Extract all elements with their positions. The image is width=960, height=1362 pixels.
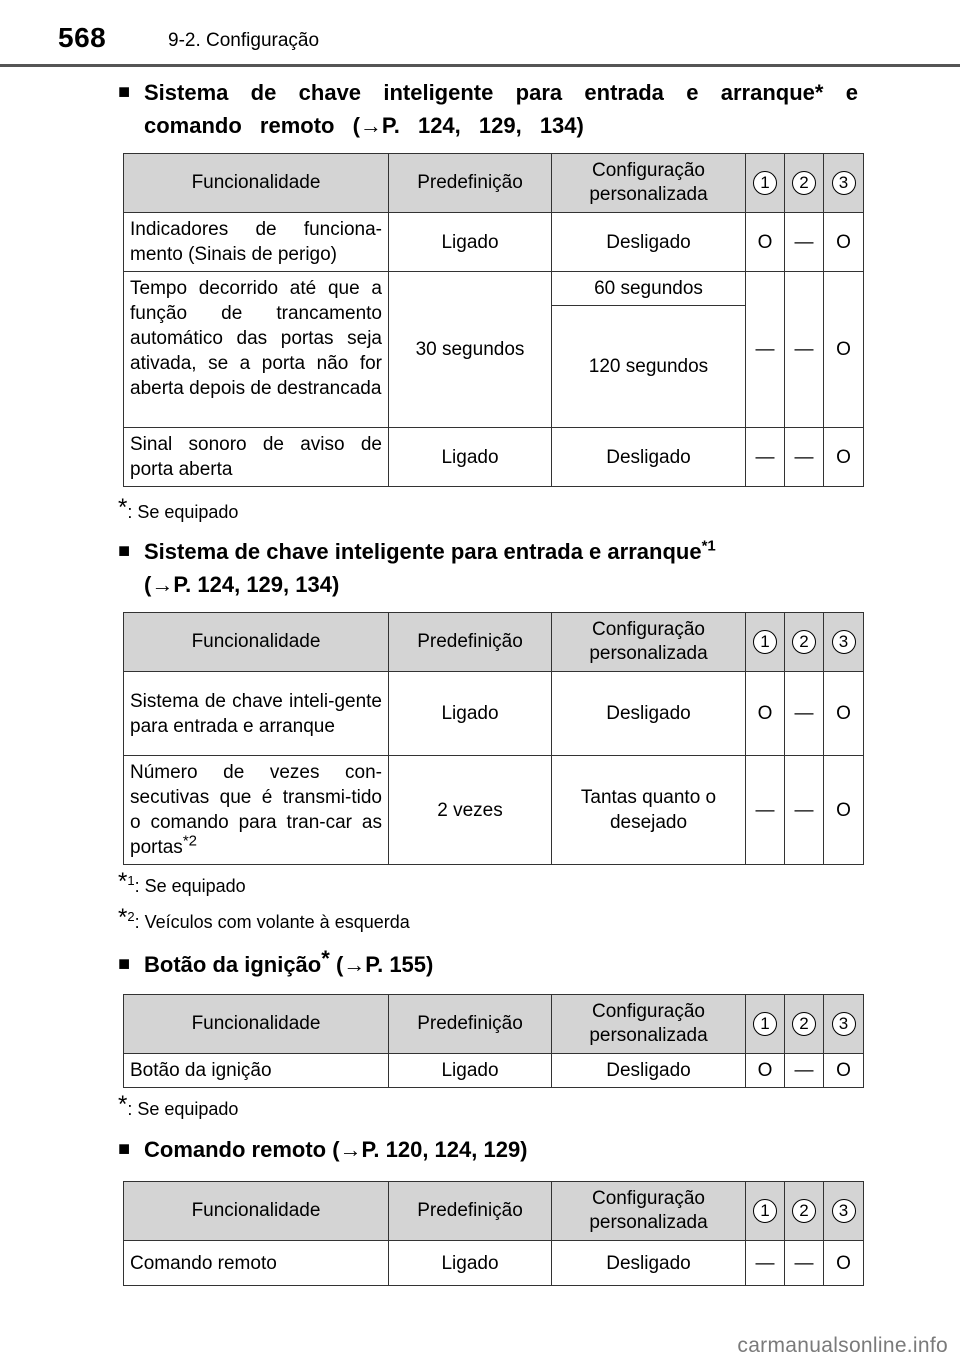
circled-2-icon: 2 (792, 1012, 816, 1036)
table-header-row (124, 613, 864, 672)
c3-cell: O (824, 428, 864, 487)
func-cell: Comando remoto (124, 1241, 389, 1286)
col-configuracao: Configuração personalizada (552, 613, 746, 672)
circled-1-icon: 1 (753, 1012, 777, 1036)
section-1-table (123, 153, 864, 487)
section-2-title-text: Sistema de chave inteligente para entrada e arranque (144, 539, 702, 564)
section-4-table (123, 1181, 864, 1286)
section-3-table (123, 994, 864, 1088)
page-header (0, 0, 960, 70)
section-2-table (123, 612, 864, 865)
func-cell: Botão da ignição (124, 1054, 389, 1088)
circled-1-icon: 1 (753, 630, 777, 654)
col-predefinicao: Predefinição (389, 154, 552, 213)
page-number: 568 (58, 22, 107, 53)
pre-cell: Ligado (389, 1241, 552, 1286)
footnote-marker: *1 (701, 537, 716, 555)
c3-cell: O (824, 1241, 864, 1286)
section-4-title-text: Comando remoto (→P. 120, 124, 129) (144, 1137, 528, 1162)
col-funcionalidade: Funcionalidade (124, 1182, 389, 1241)
func-cell: Número de vezes con-secutivas que é transmi-tido o comando para tran-car as portas$^{*2}$ (124, 756, 389, 865)
c1-cell: O (746, 672, 785, 756)
c1-cell: — (746, 428, 785, 487)
asterisk-icon: * (118, 494, 128, 521)
circled-3-icon: 3 (832, 1012, 856, 1036)
circled-1-icon: 1 (753, 1199, 777, 1223)
section-3-footnote: *: Se equipado (118, 1091, 239, 1119)
chapter-title: 9-2. Configuração (168, 30, 320, 51)
section-2-footnote-1: *$^1$: Se equipado (118, 868, 246, 896)
cfg-cell: Desligado (552, 672, 746, 756)
func-cell: Sinal sonoro de aviso de porta aberta (124, 428, 389, 487)
asterisk-icon: * (118, 904, 128, 931)
col-predefinicao: Predefinição (389, 613, 552, 672)
square-bullet-icon: ■ (118, 953, 131, 975)
table-row (124, 1054, 864, 1088)
pre-cell: Ligado (389, 672, 552, 756)
col-predefinicao: Predefinição (389, 1182, 552, 1241)
circled-3-icon: 3 (832, 171, 856, 195)
section-1-title (118, 76, 858, 142)
c2-cell: — (785, 672, 824, 756)
square-bullet-icon: ■ (118, 540, 131, 562)
c3-cell: O (824, 672, 864, 756)
c2-cell: — (785, 756, 824, 865)
pre-cell: Ligado (389, 428, 552, 487)
cfg-cell: Desligado (552, 213, 746, 272)
c3-cell: O (824, 756, 864, 865)
circled-2-icon: 2 (792, 171, 816, 195)
asterisk-icon: * (118, 1091, 128, 1118)
c2-cell: — (785, 1241, 824, 1286)
func-cell: Indicadores de funciona-mento (Sinais de perigo) (124, 213, 389, 272)
c3-cell: O (824, 1054, 864, 1088)
pre-cell: 30 segundos (389, 272, 552, 428)
c2-cell: — (785, 1054, 824, 1088)
table-header-row (124, 1182, 864, 1241)
header-rule (0, 64, 960, 67)
circled-2-icon: 2 (792, 630, 816, 654)
section-2-title (118, 535, 716, 601)
c1-cell: O (746, 213, 785, 272)
pre-cell: Ligado (389, 213, 552, 272)
col-configuracao: Configuração personalizada (552, 1182, 746, 1241)
c2-cell: — (785, 272, 824, 428)
c2-cell: — (785, 428, 824, 487)
footnote-marker: *2 (182, 832, 197, 850)
c1-cell: — (746, 272, 785, 428)
cfg-cell: Tantas quanto o desejado (552, 756, 746, 865)
pre-cell: 2 vezes (389, 756, 552, 865)
table-row (124, 272, 864, 306)
pre-cell: Ligado (389, 1054, 552, 1088)
section-3-title-ref: (→P. 155) (335, 952, 434, 977)
square-bullet-icon: ■ (118, 1138, 131, 1160)
col-configuracao: Configuração personalizada (552, 154, 746, 213)
c1-cell: O (746, 1054, 785, 1088)
section-3-title-text: Botão da ignição (144, 952, 322, 977)
table-row (124, 672, 864, 756)
col-funcionalidade: Funcionalidade (124, 154, 389, 213)
c1-cell: — (746, 756, 785, 865)
asterisk-icon: * (321, 946, 330, 971)
table-row (124, 428, 864, 487)
cfg-cell-b: 120 segundos (552, 306, 746, 428)
func-cell: Sistema de chave inteli-gente para entrada e arranque (124, 672, 389, 756)
table-header-row (124, 995, 864, 1054)
cfg-cell: Desligado (552, 1054, 746, 1088)
c2-cell: — (785, 213, 824, 272)
section-4-title (118, 1133, 528, 1166)
c3-cell: O (824, 213, 864, 272)
circled-3-icon: 3 (832, 630, 856, 654)
func-cell: Tempo decorrido até que a função de trancamento automático das portas seja ativada, se a porta não for aberta depois de destrancada (124, 272, 389, 428)
circled-1-icon: 1 (753, 171, 777, 195)
section-1-footnote: *: Se equipado (118, 494, 239, 522)
cfg-cell: Desligado (552, 428, 746, 487)
section-2-title-ref: (→P. 124, 129, 134) (144, 572, 340, 597)
circled-3-icon: 3 (832, 1199, 856, 1223)
watermark: carmanualsonline.info (737, 1334, 948, 1357)
cfg-cell-a: 60 segundos (552, 272, 746, 306)
c3-cell: O (824, 272, 864, 428)
asterisk-icon: * (118, 868, 128, 895)
col-funcionalidade: Funcionalidade (124, 613, 389, 672)
section-1-title-text: Sistema de chave inteligente para entrada e arranque* e comando remoto (→P. 124, 129, 134) (144, 80, 858, 138)
col-predefinicao: Predefinição (389, 995, 552, 1054)
circled-2-icon: 2 (792, 1199, 816, 1223)
square-bullet-icon: ■ (118, 81, 131, 103)
section-3-title (118, 948, 433, 981)
col-funcionalidade: Funcionalidade (124, 995, 389, 1054)
table-header-row (124, 154, 864, 213)
table-row (124, 213, 864, 272)
section-2-footnote-2: *$^2$: Veículos com volante à esquerda (118, 904, 410, 932)
cfg-cell: Desligado (552, 1241, 746, 1286)
table-row (124, 756, 864, 865)
c1-cell: — (746, 1241, 785, 1286)
col-configuracao: Configuração personalizada (552, 995, 746, 1054)
table-row (124, 1241, 864, 1286)
